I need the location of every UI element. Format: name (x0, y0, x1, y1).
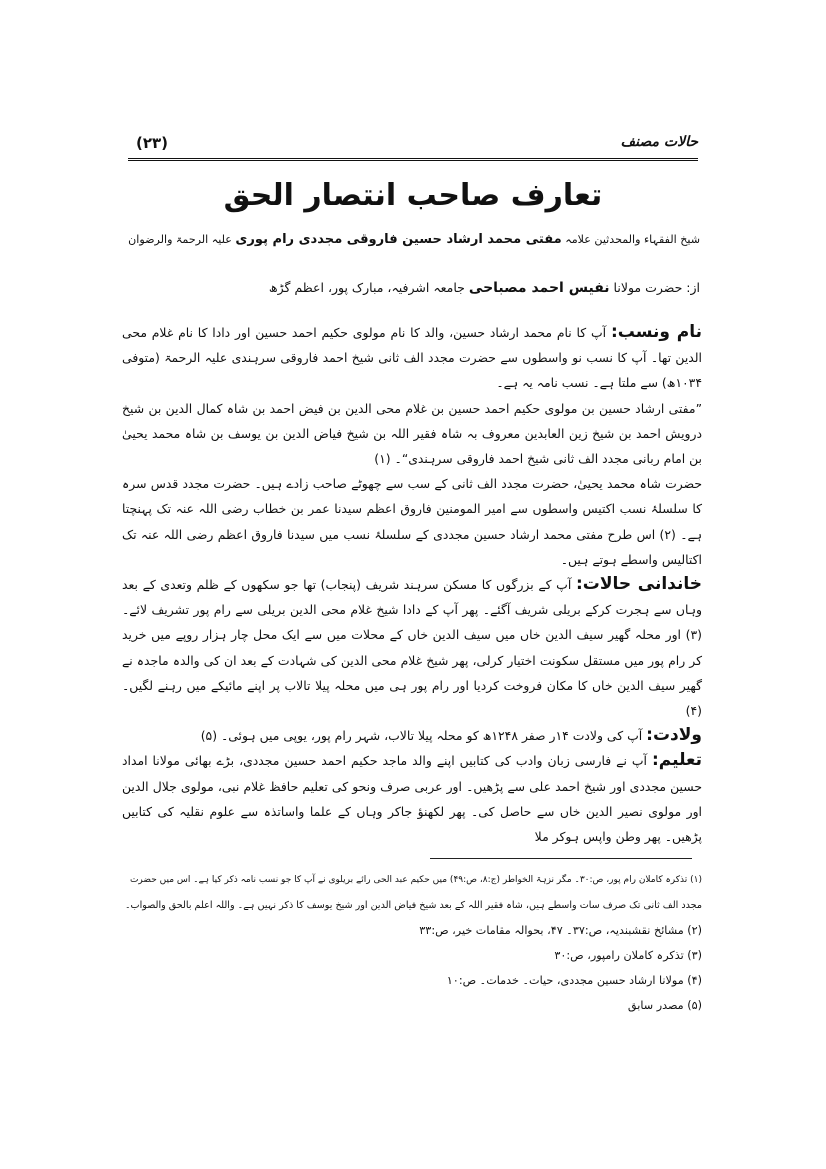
byline (126, 280, 700, 296)
footnote-line: (۴) مولانا ارشاد حسین مجددی، حیات۔ خدمات۔ ص:۱۰ (446, 974, 702, 987)
paragraph-text: ”مفتی ارشاد حسین بن مولوی حکیم احمد حسین بن غلام محی الدین بن فیض احمد بن شاہ کمال الدین بن شیخ درویش احمد بن شیخ زین العابدین معروف بہ شاہ فقیر اللہ بن شیخ فیاض الدین بن یوسف بن شاہ محمد یحییٰ بن امام ربانی مجدد الف ثانی شیخ احمد فاروقی سرہندی“۔ (۱) (122, 400, 702, 467)
section-label: تعلیم: (652, 750, 702, 771)
footnote-line: مجدد الف ثانی تک صرف سات واسطے ہیں، شاہ فقیر اللہ کے بعد شیخ فیاض الدین اور شیخ یوسف کا ذکر نہیں ہے۔ واللہ اعلم بالحق والصواب۔ (124, 900, 702, 911)
footnote-line: (۱) تذکرہ کاملان رام پور، ص:۳۰۔ مگر نزہۃ الخواطر (ج:۸، ص:۴۹) میں حکیم عبد الحی رائے بریلوی نے آپ کا جو نسب نامہ ذکر کیا ہے۔ اس میں حضرت (129, 875, 702, 885)
byline-author: نفیس احمد مصباحی (468, 280, 610, 296)
footnote-line: (۳) تذکرہ کاملان رامپور، ص:۳۰ (554, 949, 702, 962)
footnote-rule (430, 858, 692, 859)
paragraph-shah-yahya (122, 471, 702, 572)
paragraph-birth (122, 723, 702, 748)
running-title: حالات مصنف (620, 134, 698, 150)
page-title: تعارف صاحب انتصار الحق (223, 178, 603, 213)
footnotes (122, 868, 702, 1018)
paragraph-text: حضرت شاہ محمد یحییٰ، حضرت مجدد الف ثانی کے سب سے چھوٹے صاحب زادے ہیں۔ حضرت مجدد قدس سرہ کا سلسلۂ نسب اکتیس واسطوں سے امیر المومنین فاروق اعظم سیدنا عمر بن خطاب رضی اللہ عنہ تک پہنچتا ہے۔ (۲) اس طرح مفتی محمد ارشاد حسین مجددی کے سلسلۂ نسب میں سیدنا فاروق اعظم رضی اللہ عنہ تک اکتالیس واسطے ہوتے ہیں۔ (122, 476, 702, 567)
paragraph-lineage (122, 320, 702, 396)
running-header (128, 134, 698, 154)
subtitle (126, 232, 700, 247)
section-label: خاندانی حالات: (575, 574, 702, 595)
footnote-line: (۵) مصدر سابق (627, 999, 702, 1012)
paragraph-text: آپ نے فارسی زبان وادب کی کتابیں اپنے والد ماجد حکیم احمد حسین مجددی، بڑے بھائی مولانا امداد حسین مجددی اور شیخ احمد علی سے پڑھیں۔ اور عربی صرف ونحو کی تعلیم حافظ غلام نبی، مولوی جلال الدین اور مولوی نصیر الدین خاں سے حاصل کی۔ پھر لکھنؤ جاکر وہاں کے علما واساتذہ سے علوم نقلیہ کی کتابیں پڑھیں۔ پھر وطن واپس ہوکر ملا (122, 753, 702, 845)
paragraph-text: آپ کی ولادت ۱۴ر صفر ۱۲۴۸ھ کو محلہ پیلا تالاب، شہر رام پور، یوپی میں ہوئی۔ (۵) (200, 728, 643, 744)
section-label: نام ونسب: (610, 322, 702, 342)
subtitle-prefix: شیخ الفقہاء والمحدثین علامہ (565, 233, 700, 246)
page-number: (۲۳) (136, 134, 169, 152)
subtitle-suffix: علیہ الرحمۃ والرضوان (128, 233, 232, 246)
header-rule (128, 158, 698, 161)
section-label: ولادت: (646, 725, 702, 746)
paragraph-text: آپ کا نام محمد ارشاد حسین، والد کا نام مولوی حکیم احمد حسین اور دادا کا نام غلام محی الدین تھا۔ آپ کا نسب نو واسطوں سے حضرت مجدد الف ثانی شیخ احمد فاروقی سرہندی علیہ الرحمۃ (متوفی ۱۰۳۴ھ) سے ملتا ہے۔ نسب نامہ یہ ہے۔ (122, 325, 702, 391)
paragraph-family (122, 572, 702, 723)
body-text (122, 320, 702, 849)
byline-suffix: جامعہ اشرفیہ، مبارک پور، اعظم گڑھ (268, 280, 465, 295)
paragraph-text: آپ کے بزرگوں کا مسکن سرہند شریف (پنجاب) تھا جو سکھوں کے ظلم وتعدی کے بعد وہاں سے ہجرت کرکے بریلی شریف آگئے۔ پھر آپ کے دادا شیخ غلام محی الدین بریلی سے رام پور تشریف لائے۔ (۳) اور محلہ گھیر سیف الدین خاں میں سیف الدین خاں کے محلات میں سے ایک محل چار ہزار روپے میں خرید کر رام پور میں مستقل سکونت اختیار کرلی، پھر شیخ غلام محی الدین کی شہادت کے بعد ان کی والدہ ماجدہ نے گھیر سیف الدین خاں کا مکان فروخت کردیا اور رام پور ہی میں محلہ پیلا تالاب پر اپنے مائیکے میں رہنے لگیں۔ (۴) (122, 577, 702, 719)
subtitle-name: مفتی محمد ارشاد حسین فاروقی مجددی رام پوری (235, 232, 562, 247)
paragraph-education (122, 748, 702, 849)
footnote-line: (۲) مشائخ نقشبندیہ، ص:۳۷۔ ۴۷، بحوالہ مقامات خیر، ص:۳۳ (419, 924, 702, 937)
byline-prefix: از: حضرت مولانا (613, 280, 700, 295)
paragraph-genealogy (122, 396, 702, 472)
